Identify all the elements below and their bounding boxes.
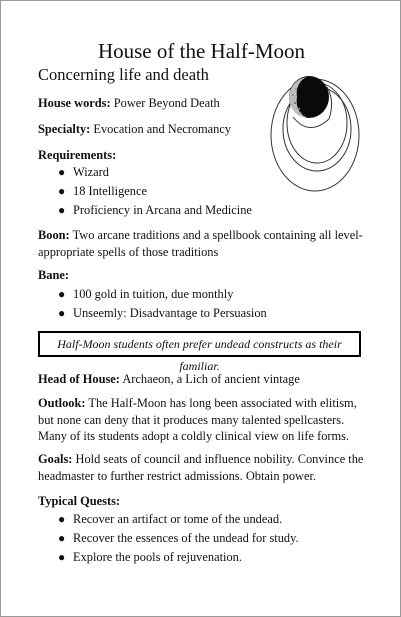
- bane-list: [38, 285, 364, 323]
- list-item: ● 18 Intelligence: [38, 182, 364, 201]
- bullet-icon: ●: [58, 550, 66, 564]
- boon-label: Boon:: [38, 228, 70, 242]
- familiar-quote-box: Half-Moon students often prefer undead constructs as their familiar.: [38, 331, 361, 357]
- list-item: ● 100 gold in tuition, due monthly: [38, 285, 364, 304]
- list-item: ● Unseemly: Disadvantage to Persuasion: [38, 304, 364, 323]
- bullet-icon: ●: [58, 287, 66, 301]
- specialty-line: [38, 121, 364, 138]
- goals-label: Goals:: [38, 452, 73, 466]
- house-words-label: House words:: [38, 96, 111, 110]
- requirements-heading: Requirements:: [38, 148, 117, 162]
- list-item: ● Proficiency in Arcana and Medicine: [38, 201, 364, 220]
- page-subtitle: Concerning life and death: [38, 65, 209, 84]
- bullet-icon: ●: [58, 184, 66, 198]
- bullet-icon: ●: [58, 165, 66, 179]
- goals-paragraph: Goals: Hold seats of council and influence nobility. Convince the headmaster to further restrict admissions. Obtain power.: [38, 452, 364, 483]
- head-of-house-line: Head of House: Archaeon, a Lich of ancient vintage: [38, 372, 300, 386]
- house-words-line: [38, 95, 364, 112]
- bullet-icon: ●: [58, 203, 66, 217]
- specialty-label: Specialty:: [38, 122, 91, 136]
- outlook-label: Outlook:: [38, 396, 86, 410]
- boon-paragraph: Boon: Two arcane traditions and a spellbook containing all level- appropriate spells of those traditions: [38, 228, 363, 259]
- requirements-list: [38, 163, 364, 220]
- typical-quests-list: [38, 510, 364, 567]
- list-item: ● Wizard: [38, 163, 364, 182]
- page-title: House of the Half-Moon: [97, 39, 306, 63]
- bullet-icon: ●: [58, 531, 66, 545]
- bullet-icon: ●: [58, 512, 66, 526]
- list-item: ● Recover an artifact or tome of the undead.: [38, 510, 364, 529]
- list-item: ● Explore the pools of rejuvenation.: [38, 548, 364, 567]
- outlook-paragraph: Outlook: The Half-Moon has long been associated with elitism, but none can deny that it produces many talented spellcasters. Many of its students adopt a coldly clinical view on life forms.: [38, 396, 357, 443]
- specialty-value: Evocation and Necromancy: [93, 122, 232, 136]
- bullet-icon: ●: [58, 306, 66, 320]
- head-of-house-label: Head of House:: [38, 372, 120, 386]
- list-item: ● Recover the essences of the undead for study.: [38, 529, 364, 548]
- bane-heading: Bane:: [38, 268, 69, 282]
- typical-quests-heading: Typical Quests:: [38, 494, 121, 508]
- house-words-value: Power Beyond Death: [113, 96, 220, 110]
